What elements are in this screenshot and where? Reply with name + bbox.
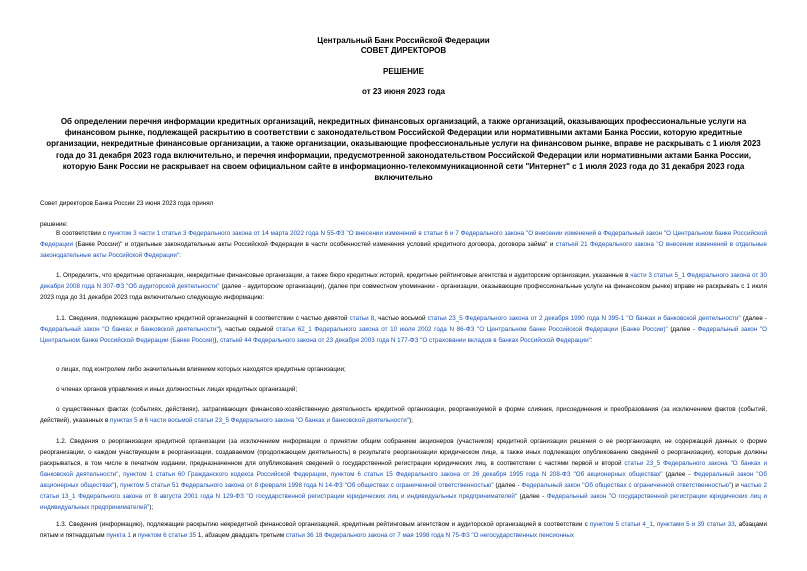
law-link[interactable]: пунктах 5: [110, 417, 138, 424]
list-item-persons-control: о лицах, под контролем либо значительным влиянием которых находятся кредитные организации;: [56, 366, 346, 373]
text: :: [179, 252, 181, 259]
law-link[interactable]: статьи 8: [349, 315, 375, 322]
text: 1.1. Сведения, подлежащие раскрытию кредитной организацией в соответствии с частью девятой: [56, 315, 350, 322]
decision-label: решение:: [40, 221, 68, 228]
text: (далее - аудиторские организации), (далее при совместном упоминании - организации, оказывающие профессиональные услуги на финансовом рынке) вправе не раскрывать с 1 июля 2023 года до 31 декабря 2023 года включительно следующую информацию:: [40, 283, 767, 301]
law-link[interactable]: статьи 36 18 Федерального закона от 7 мая 1998 года N 75-ФЗ "О негосударственных пенсионных: [285, 532, 575, 539]
text: 1.3. Сведения (информацию), подлежащие раскрытию некредитной финансовой организацией, кредитным рейтинговым агентством и аудиторской организацией в соответствии с: [56, 521, 590, 528]
document-type: РЕШЕНИЕ: [383, 67, 424, 76]
law-link[interactable]: Федеральный закон "Об обществах с ограниченной ответственностью": [521, 482, 732, 489]
text: (далее -: [667, 326, 698, 333]
text: (далее -: [493, 482, 522, 489]
text: ),: [114, 482, 121, 489]
document-date: от 23 июня 2023 года: [362, 87, 445, 96]
document-title: Об определении перечня информации кредитных организаций, некредитных финансовых организаций, а также организаций, оказывающих профессиональные услуги на финансовом рынке, подлежащей раскрытию в соответствии с законодательством Российской Федерации или нормативными актами Банка России, которую кредитные организации, некредитные финансовые организации, а также организации, оказывающие профессиональные услуги на финансовом рынке, вправе не раскрывать с 1 июля 2023 года до 31 декабря 2023 года включительно, и перечня информации, предусмотренной законодательством Российской Федерации или нормативными актами Банка России, которую Банк России не раскрывает на своем официальном сайте в информационно-телекоммуникационной сети "Интернет" с 1 июля 2023 года до 31 декабря 2023 года включительно: [46, 117, 761, 183]
law-link[interactable]: статьи 23_5 Федерального закона от 2 декабря 1990 года N 395-1 "О банках и банковской деятельности": [427, 315, 741, 322]
paragraph-1-1: [40, 313, 767, 346]
law-link[interactable]: статьи 23_5 Федерального закона "О банках и банковской деятельности": [40, 460, 767, 478]
law-link[interactable]: Федеральный закон "О государственной регистрации юридических лиц и индивидуальных предпринимателей": [40, 493, 768, 511]
law-link[interactable]: Федеральный закон "Об акционерных обществах": [40, 471, 768, 489]
law-link[interactable]: пунктами 5 и 39 статьи 33: [656, 521, 735, 528]
text: (Банке России)" и отдельные законодательные акты Российской Федерации в части особенностей изменения условий кредитного договора, договора займа" и: [72, 241, 556, 248]
text: );: [149, 504, 154, 511]
law-link[interactable]: 6 части восьмой статьи 23_5 Федерального закона "О банках и банковской деятельности": [144, 417, 410, 424]
list-item-management-members: о членах органов управления и иных должностных лицах кредитных организаций;: [56, 386, 298, 393]
paragraph-1-2: [40, 436, 767, 513]
law-link[interactable]: пунктом 6 статьи 15 Федерального закона от 26 декабря 1995 года N 208-ФЗ "Об акционерных обществах": [330, 471, 663, 478]
text: 1.2. Сведения о реорганизации кредитной организации (за исключением информации о принятии общим собранием акционеров (участников) кредитной организации решения о ее реорганизации, не содержащей данных о форме реорганизации, о каждом участвующем в реорганизации, создаваемом (продолжающем деятельность) в результате реорганизации юридическом лице, а также иных подлежащих опубликованию сведений о реорганизации), которые должны раскрываться, в том числе в печатном издании, предназначенном для опубликования сведений о государственной регистрации юридических лиц, в соответствии с частями первой и второй: [40, 438, 767, 467]
text: (далее -: [740, 315, 768, 322]
law-link[interactable]: частью 2 статьи 13_1 Федерального закона от 8 августа 2001 года N 129-ФЗ "О государственной регистрации юридических лиц и индивидуальных предпринимателей": [40, 482, 767, 500]
text: 1. Определить, что кредитные организации, некредитные финансовые организации, а также бюро кредитных историй, кредитные рейтинговые агентства и аудиторские организации, указанные в: [56, 272, 631, 279]
law-link[interactable]: статьей 44 Федерального закона от 23 декабря 2003 года N 177-ФЗ "О страховании вкладов в банках Российской Федерации": [220, 337, 591, 344]
text: , частью восьмой: [374, 315, 428, 322]
text: );: [409, 417, 413, 424]
text: (далее -: [662, 471, 694, 478]
text: В соответствии с: [56, 230, 108, 237]
text: ,: [326, 471, 331, 478]
law-link[interactable]: Федеральный закон "О Центральном банке Российской Федерации (Банке России): [40, 326, 767, 344]
text: о существенных фактах (событиях, действиях), затрагивающих финансово-хозяйственную деятельность кредитной организации, реорганизуемой в форме слияния, присоединения и преобразования (за исключением фактов (событий, действий), указанных в: [40, 406, 767, 424]
paragraph-1-3: [40, 519, 767, 541]
text: и: [137, 417, 145, 424]
text: ),: [214, 337, 221, 344]
law-link[interactable]: Федеральный закон "О банках и банковской деятельности": [40, 326, 219, 333]
law-link[interactable]: пунктом 3 части 1 статьи 3 Федерального закона от 14 марта 2022 года N 55-ФЗ "О внесении изменений в статьи 6 и 7 Федерального закона "О внесении изменений в Федеральный закон "О Центральном банке Российской Федерации: [40, 230, 767, 248]
text: (далее -: [517, 493, 547, 500]
law-link[interactable]: пункта 1: [106, 532, 131, 539]
text: , абзацами пятым и пятнадцатым: [40, 521, 767, 539]
law-link[interactable]: статьи 62_1 Федерального закона от 10 июля 2002 года N 86-ФЗ "О Центральном банке Российской Федерации (Банке России)": [276, 326, 668, 333]
text: ,: [652, 521, 657, 528]
text: :: [590, 337, 593, 344]
paragraph-1: [40, 270, 767, 303]
intro-text: Совет директоров Банка России 23 июня 2023 года принял: [40, 200, 214, 207]
text: ) и: [731, 482, 741, 489]
paragraph-preamble: [40, 228, 767, 261]
law-link[interactable]: части 3 статьи 5_1 Федерального закона от 30 декабря 2008 года N 307-ФЗ "Об аудиторской деятельности": [40, 272, 767, 290]
board-name: СОВЕТ ДИРЕКТОРОВ: [360, 46, 447, 55]
text: и: [130, 532, 138, 539]
text: ), частью седьмой: [218, 326, 277, 333]
law-link[interactable]: пунктом 5 статьи 4_1: [589, 521, 653, 528]
law-link[interactable]: пунктом 1 статьи 60 Гражданского кодекса Российской Федерации: [123, 471, 327, 478]
law-link[interactable]: пунктом 5 статьи 51 Федерального закона от 8 февраля 1998 года N 14-ФЗ "Об обществах с ограниченной ответственностью": [120, 482, 494, 489]
text: 1, абзацем двадцать третьим: [196, 532, 286, 539]
law-link[interactable]: пунктом 6 статьи 35: [137, 532, 197, 539]
law-link[interactable]: статьей 21 Федерального закона "О внесении изменений в отдельные законодательные акты Российской Федерации": [40, 241, 767, 259]
org-name: Центральный Банк Российской Федерации: [317, 36, 490, 45]
text: ,: [118, 471, 124, 478]
list-item-material-facts: [40, 404, 767, 426]
